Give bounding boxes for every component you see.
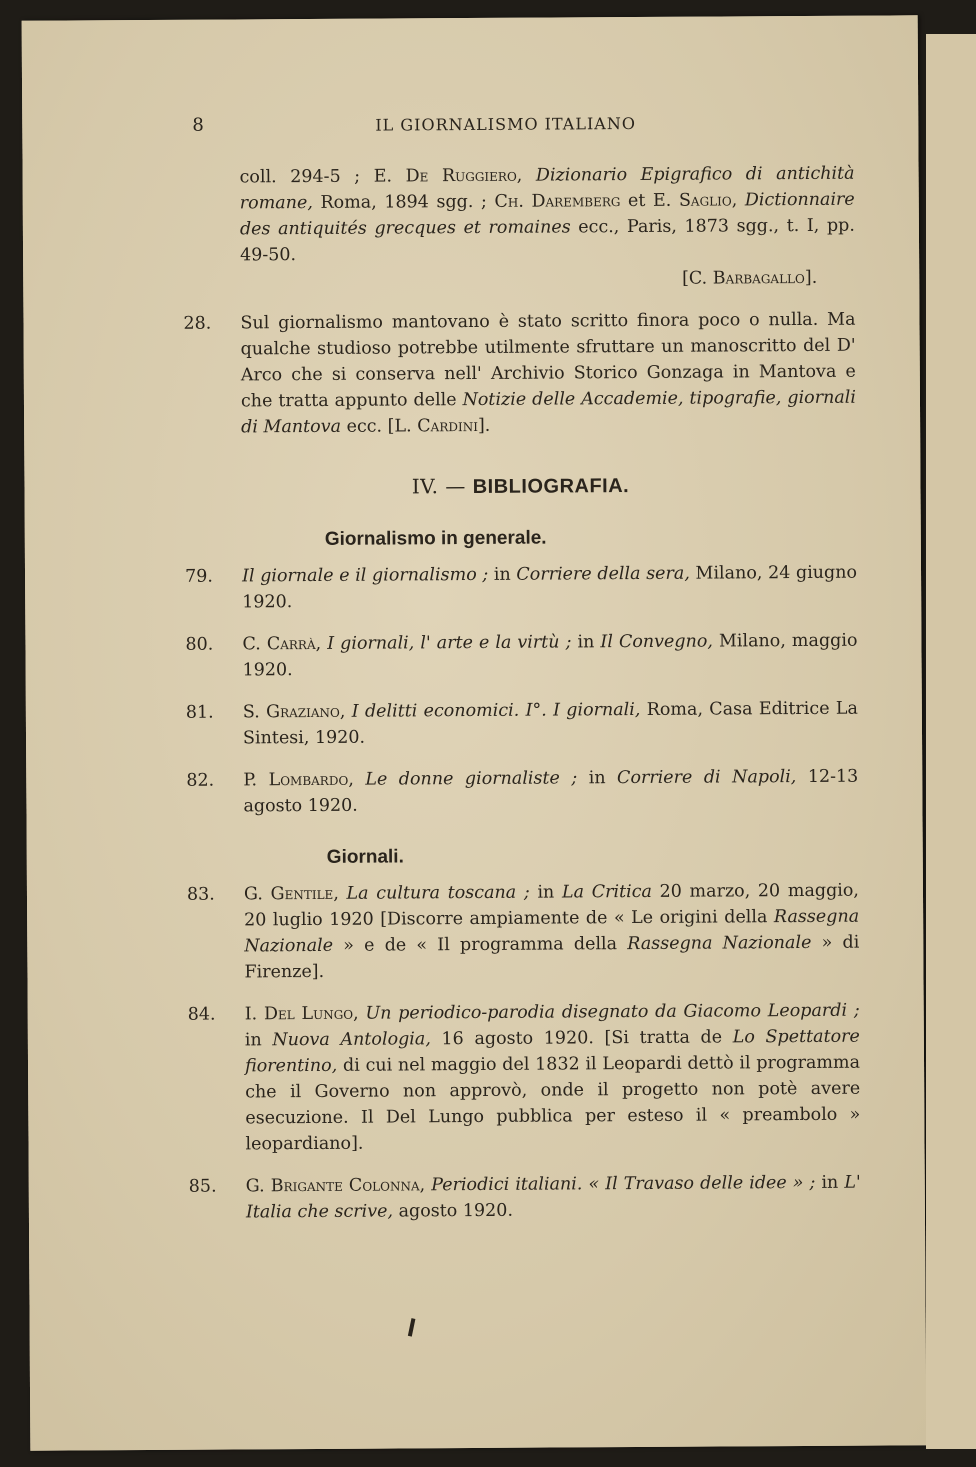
section-title: BIBLIOGRAFIA. <box>472 475 630 499</box>
author: Saglio <box>678 190 732 211</box>
author: G. Gentile <box>243 883 334 905</box>
entry-number: 81. <box>185 702 214 723</box>
text: , <box>731 190 745 211</box>
work-title: Dictionnaire des antiquités grecques et romaines <box>239 189 855 240</box>
page-body <box>183 161 861 1226</box>
work-title: Un periodico-parodia disegnato da Giacomo Leopardi ; <box>365 1000 860 1024</box>
note-28 <box>183 307 856 441</box>
subheading-papers: Giornali. <box>326 846 404 868</box>
text: in <box>529 882 563 903</box>
text: ecc., Paris, 1873 sgg., t. I, pp. 49-50. <box>240 215 855 266</box>
entry-number: 83. <box>186 884 215 905</box>
running-head: IL GIORNALISMO ITALIANO <box>375 113 636 135</box>
text: coll. 294-5 ; E. <box>239 166 406 188</box>
text: et E. <box>620 190 679 212</box>
author: Ch. Daremberg <box>494 191 621 212</box>
bib-entry-82 <box>186 764 858 820</box>
text: ]. <box>477 415 491 436</box>
bib-entry-85 <box>189 1170 861 1226</box>
page-header <box>22 110 918 139</box>
text: , <box>516 165 536 186</box>
author: C. Carrà <box>242 633 316 655</box>
work-title: I giornali, l' arte e la virtù ; <box>327 632 572 654</box>
text: , <box>315 633 328 654</box>
bib-entry-79 <box>185 560 857 616</box>
text: Roma, Casa Editrice La Sintesi, 1920. <box>242 698 858 749</box>
entry-number: 79. <box>184 566 213 587</box>
text: , <box>333 883 347 904</box>
bib-entry-80 <box>185 628 857 684</box>
work-title: Periodici italiani. « Il Travaso delle idee » ; <box>431 1172 816 1196</box>
text: , <box>339 701 352 722</box>
text: Roma, 1894 sgg. ; <box>312 191 495 213</box>
text: 12-13 agosto 1920. <box>243 766 859 817</box>
text: 20 marzo, 20 maggio, 20 luglio 1920 [Discorre ampiamente de « Le origini della <box>244 880 860 931</box>
subheading-general: Giornalismo in generale. <box>324 527 547 550</box>
text: in <box>571 632 601 653</box>
text: di cui nel maggio del 1832 il Leopardi dettò il programma che il Governo non approvò, onde il progetto non potè avere esecuzione. Il Del Lungo pubblica per esteso il « preambolo » leopardiano]. <box>245 1052 861 1155</box>
work-title: Il giornale e il giornalismo ; <box>241 564 489 587</box>
text: Milano, 24 giugno 1920. <box>242 562 858 613</box>
author: I. Del Lungo <box>244 1003 354 1025</box>
work-title: Notizie delle Accademie, tipografie, giornali di Mantova <box>241 387 857 438</box>
section-heading <box>184 471 856 502</box>
text: in <box>577 768 618 789</box>
work-title: Le donne giornaliste ; <box>365 768 578 790</box>
text: » di Firenze]. <box>244 932 860 983</box>
journal: Nuova Antologia, <box>272 1029 431 1051</box>
signature: Cardini <box>417 415 478 437</box>
work-title: I delitti economici. I°. I giornali, <box>351 699 641 722</box>
work-title: La cultura toscana ; <box>346 882 530 904</box>
text: agosto 1920. <box>392 1200 514 1222</box>
journal: Corriere di Napoli, <box>616 767 797 789</box>
text: in <box>244 1030 273 1051</box>
bib-entry-84 <box>188 998 861 1158</box>
text: in <box>488 564 517 585</box>
author: De Ruggiero <box>405 165 517 187</box>
text: Sul giornalismo mantovano è stato scritto finora poco o nulla. Ma qualche studioso potrebbe utilmente sfruttare un manoscritto del D' Arco che si conserva nell' Archivio Storico Gonzaga in Mantova e che tratta appunto delle <box>240 309 856 412</box>
adjacent-page-edge <box>926 34 976 1449</box>
text: Milano, maggio 1920. <box>242 630 858 681</box>
journal: Il Convegno, <box>600 631 713 653</box>
entry-number: 85. <box>188 1176 217 1197</box>
text: in <box>815 1172 845 1193</box>
continued-note <box>183 161 856 295</box>
author: P. Lombardo <box>243 769 349 791</box>
journal: Rassegna Nazionale <box>244 906 860 957</box>
entry-number: 82. <box>186 770 215 791</box>
author: G. Brigante Colonna <box>245 1175 420 1197</box>
text: , <box>348 769 366 790</box>
text: , <box>419 1175 432 1196</box>
book-page <box>22 15 927 1450</box>
bib-entry-83 <box>187 878 860 986</box>
journal: Corriere della sera, <box>516 563 690 585</box>
bib-entry-81 <box>186 696 858 752</box>
journal: L' Italia che scrive, <box>245 1172 861 1223</box>
text: » e de « Il programma della <box>333 934 628 956</box>
note-number: 28. <box>183 313 212 334</box>
text: ecc. [L. <box>340 416 418 437</box>
entry-number: 84. <box>187 1004 216 1025</box>
text: , <box>353 1003 366 1024</box>
ink-mark <box>408 1318 416 1336</box>
signature: [C. Barbagallo]. <box>681 267 818 289</box>
text: 16 agosto 1920. [Si tratta de <box>430 1027 733 1050</box>
page-number: 8 <box>192 114 204 136</box>
author: S. Graziano <box>242 701 340 723</box>
work-title: Dizionario Epigrafico di antichità romane, <box>239 163 855 214</box>
entry-number: 80. <box>185 634 214 655</box>
journal: Rassegna Nazionale <box>627 932 812 955</box>
journal: Lo Spettatore fiorentino, <box>244 1026 860 1077</box>
section-numeral: IV. — <box>411 474 473 499</box>
journal: La Critica <box>561 881 652 903</box>
